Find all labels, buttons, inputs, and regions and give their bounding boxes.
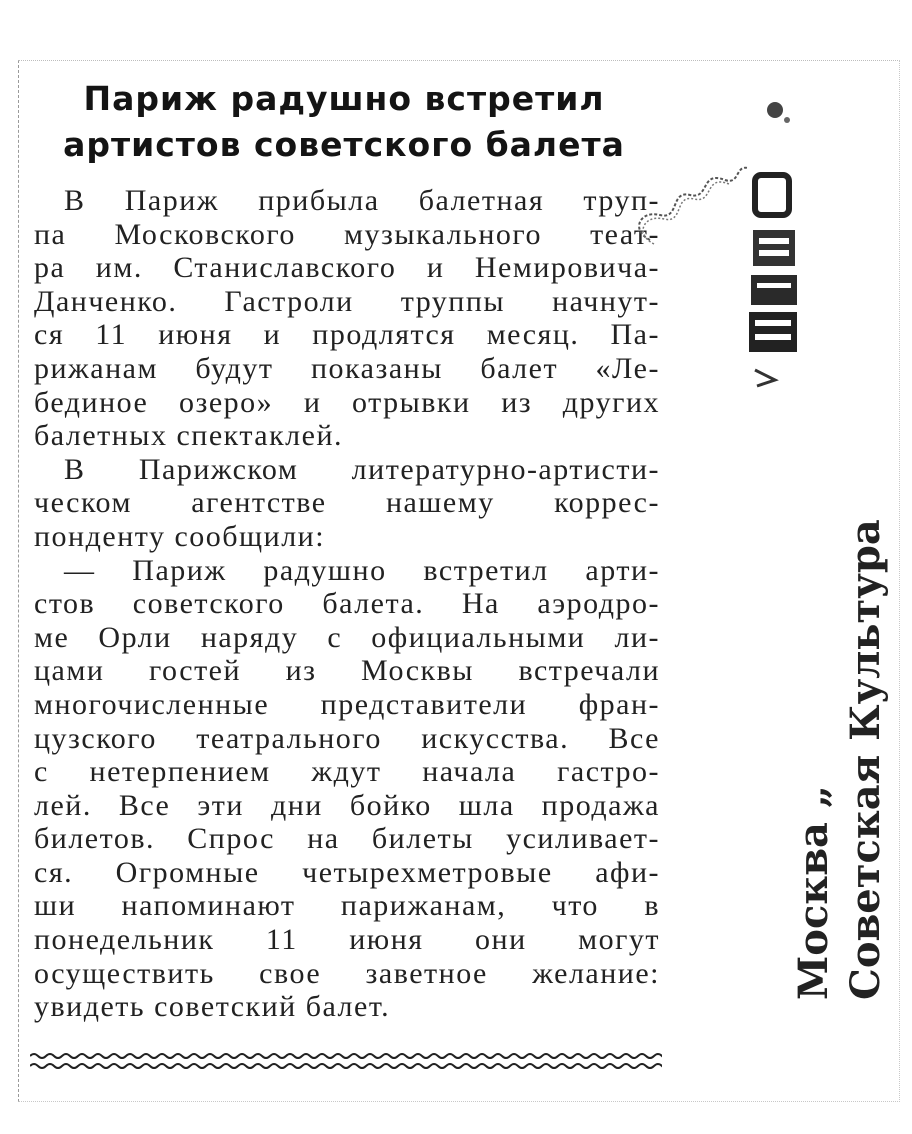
article-line: увидеть советский балет.	[34, 990, 391, 1024]
article-line: ра им. Станиславского и Немировича-	[34, 251, 660, 285]
article-body	[34, 184, 660, 1024]
article-line: ши напоминают парижанам, что в	[34, 889, 660, 923]
article-line: многочисленные представители фран-	[34, 687, 660, 721]
article-line: балетных спектаклей.	[34, 419, 344, 453]
article-line: понедельник 11 июня они могут	[34, 923, 660, 957]
article-line: ме Орли наряду с официальными ли-	[34, 620, 660, 654]
article-line: В Парижском литературно-артисти-	[64, 452, 660, 486]
headline-line-2: артистов советского балета	[63, 125, 625, 164]
decorative-wave-rule	[30, 1048, 662, 1076]
article-line: — Париж радушно встретил арти-	[64, 553, 660, 587]
article-line: цузского театрального искусства. Все	[34, 721, 660, 755]
article-line: с нетерпением ждут начала гастро-	[34, 755, 660, 789]
article-line: осуществить свое заветное желание:	[34, 956, 660, 990]
headline	[28, 62, 660, 168]
article-line: ческом агентстве нашему коррес-	[34, 486, 660, 520]
headline-line-1: Париж радушно встретил	[83, 79, 605, 118]
margin-annotation-line-1: Москва „	[790, 785, 837, 1000]
stamp-squiggle-icon	[630, 160, 750, 270]
article-line: бединое озеро» и отрывки из других	[34, 385, 660, 419]
article-line: стов советского балета. На аэродро-	[34, 587, 660, 621]
article-paragraph	[34, 554, 660, 1024]
article-line: рижанам будут показаны балет «Ле-	[34, 351, 660, 385]
article-line: цами гостей из Москвы встречали	[34, 654, 660, 688]
article-line: лей. Все эти дни бойко шла продажа	[34, 788, 660, 822]
margin-annotation-line-2: Советская Культура	[842, 519, 889, 1000]
article-paragraph	[34, 184, 660, 453]
article-line: па Московского музыкального теат-	[34, 217, 660, 251]
article-line: ся. Огромные четырехметровые афи-	[34, 855, 660, 889]
article-paragraph	[34, 453, 660, 554]
article-line: билетов. Спрос на билеты усиливает-	[34, 822, 660, 856]
postmark-stamp-icon	[735, 80, 815, 400]
article-line: В Париж прибыла балетная труп-	[64, 184, 660, 217]
article-line: понденту сообщили:	[34, 519, 326, 553]
article-line: Данченко. Гастроли труппы начнут-	[34, 284, 660, 318]
article-line: ся 11 июня и продлятся месяц. Па-	[34, 318, 660, 352]
newspaper-clipping	[28, 62, 660, 1080]
